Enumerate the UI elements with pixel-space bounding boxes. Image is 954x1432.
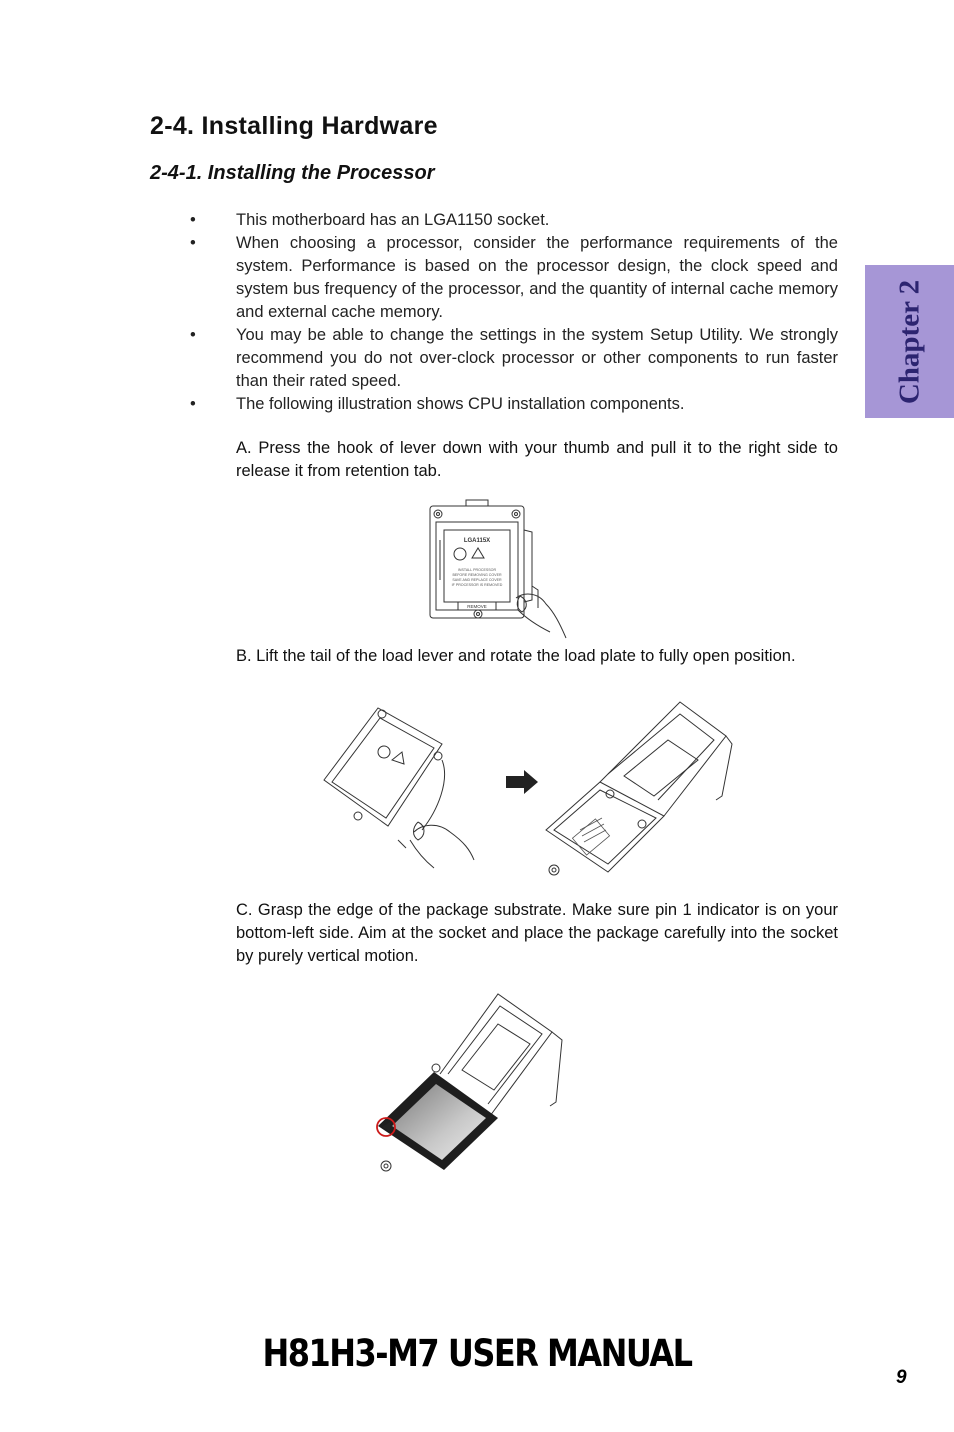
step-b-text: B. Lift the tail of the load lever and rotate the load plate to fully open position. (236, 647, 796, 665)
chapter-tab-label: Chapter 2 (893, 279, 925, 404)
bullet-dot: • (190, 211, 196, 229)
chapter-tab (865, 265, 954, 418)
figure-c-cpu-placement (370, 992, 580, 1182)
bullet-item (190, 324, 838, 393)
bullet-dot: • (190, 326, 196, 344)
cover-warning-line: IF PROCESSOR IS REMOVED (451, 583, 503, 587)
manual-title: H81H3-M7 USER MANUAL (262, 1330, 692, 1376)
bullet-item (190, 232, 838, 324)
subsection-title: 2-4-1. Installing the Processor (150, 162, 435, 184)
bullet-item (190, 393, 838, 416)
socket-label: LGA115X (463, 538, 491, 544)
bullet-list (190, 209, 838, 416)
cover-warning-line: INSTALL PROCESSOR (457, 568, 497, 572)
bullet-text: The following illustration shows CPU installation components. (236, 395, 685, 413)
figure-b-open-socket (318, 700, 738, 890)
section-title: 2-4. Installing Hardware (150, 112, 438, 140)
remove-label: REMOVE (467, 604, 487, 609)
figure-a-closed-socket (420, 500, 580, 642)
cover-warning-line: SAVE AND REPLACE COVER (452, 578, 502, 582)
page-number: 9 (896, 1367, 907, 1388)
bullet-text: When choosing a processor, consider the performance requirements of the system. Performance is based on the processor design, the clock speed and system bus frequency of the processor, and the quantity of internal cache memory and external cache memory. (236, 234, 838, 321)
arrow-right-icon (506, 770, 538, 794)
cpu-heat-spreader (392, 1084, 486, 1160)
bullet-item (190, 209, 838, 232)
bullet-dot: • (190, 395, 196, 413)
cover-warning-line: BEFORE REMOVING COVER (452, 573, 502, 577)
step-c-text: C. Grasp the edge of the package substrate. Make sure pin 1 indicator is on your bottom-left side. Aim at the socket and place the package carefully into the socket by purely vertical motion. (236, 901, 838, 965)
bullet-text: You may be able to change the settings in the system Setup Utility. We strongly recommend you do not over-clock processor or other components to run faster than their rated speed. (236, 326, 838, 390)
step-a-text: A. Press the hook of lever down with your thumb and pull it to the right side to release it from retention tab. (236, 439, 838, 480)
bullet-dot: • (190, 234, 196, 252)
bullet-text: This motherboard has an LGA1150 socket. (236, 211, 550, 229)
